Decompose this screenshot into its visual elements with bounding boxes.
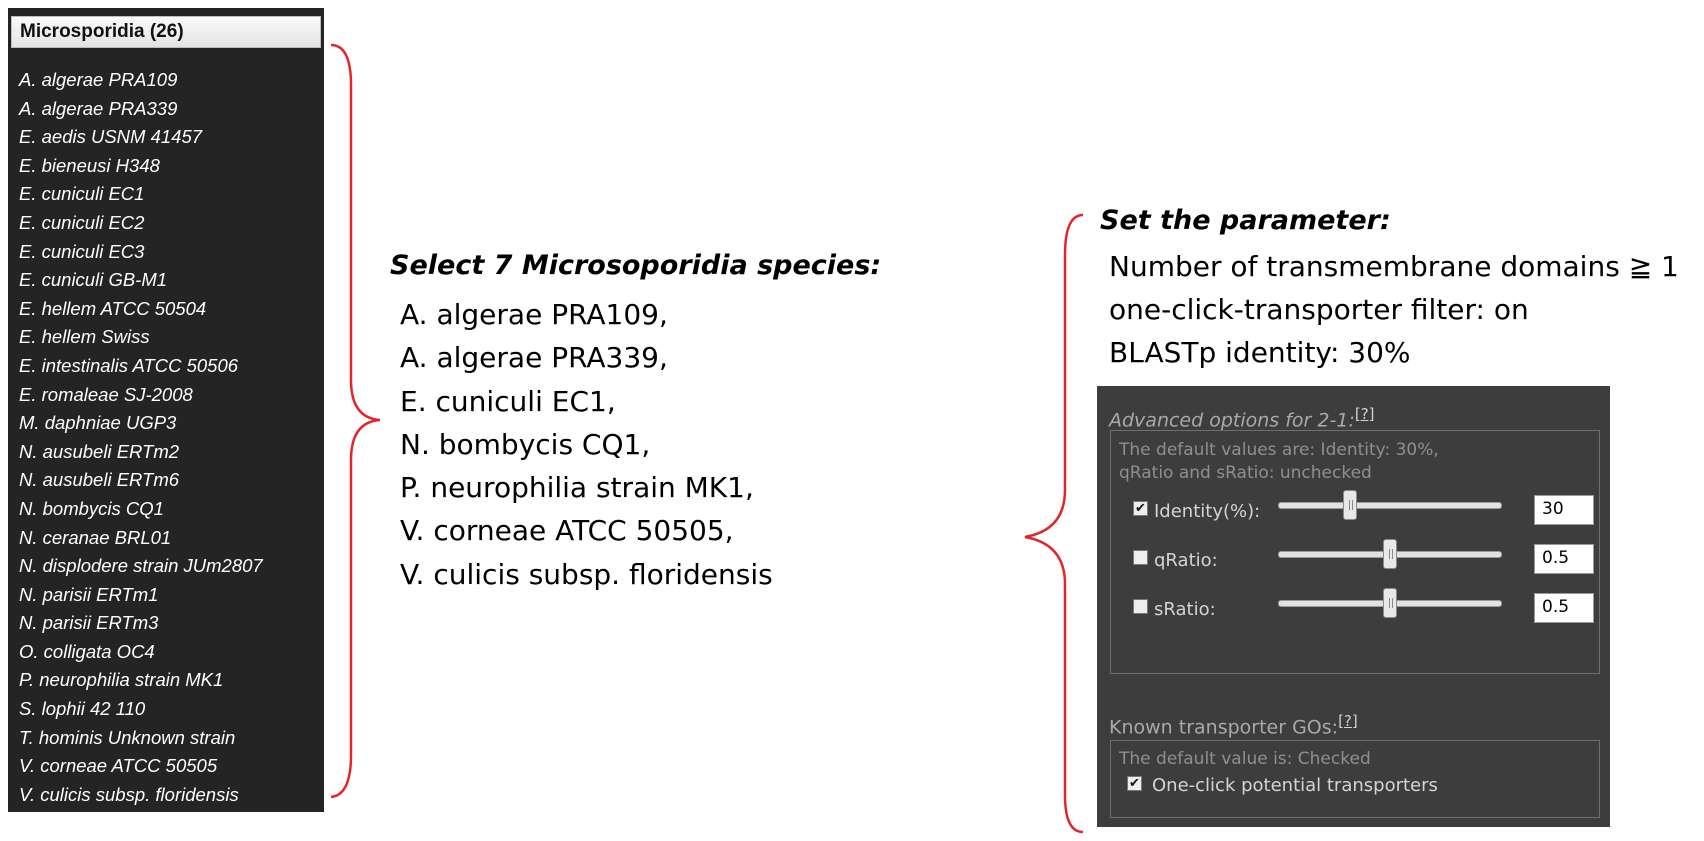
identity-label: Identity(%): [1154, 501, 1261, 522]
qratio-slider-handle[interactable] [1383, 539, 1397, 569]
sratio-label: sRatio: [1154, 599, 1216, 620]
species-item[interactable]: T. hominis Unknown strain [19, 726, 236, 748]
species-item[interactable]: E. romaleae SJ-2008 [19, 383, 193, 405]
species-item[interactable]: A. algerae PRA109 [19, 69, 178, 90]
species-item[interactable]: E. cuniculi EC2 [19, 211, 145, 233]
selected-species-item: V. culicis subsp. floridensis [400, 557, 773, 591]
species-item[interactable]: V. corneae ATCC 50505 [19, 755, 218, 777]
species-item[interactable]: N. bombycis CQ1 [19, 497, 164, 519]
selected-species-item: N. bombycis CQ1, [400, 427, 651, 461]
species-item[interactable]: O. colligata OC4 [19, 640, 155, 662]
selection-title: Select 7 Microsoporidia species: [390, 250, 882, 281]
species-item[interactable]: N. ausubeli ERTm6 [19, 469, 180, 491]
param-transporter-filter: one-click-transporter filter: on [1109, 293, 1529, 326]
defaults-note-line2: qRatio and sRatio: unchecked [1119, 463, 1372, 483]
known-transporter-default-note: The default value is: Checked [1119, 749, 1371, 769]
advanced-options-panel [1097, 386, 1610, 827]
species-item[interactable]: E. aedis USNM 41457 [19, 126, 203, 148]
species-item[interactable]: E. hellem ATCC 50504 [19, 297, 207, 319]
species-item[interactable]: N. ceranae BRL01 [19, 526, 172, 548]
species-list [19, 66, 263, 809]
parameter-title: Set the parameter: [1100, 205, 1391, 236]
known-transporter-title [1109, 711, 1358, 738]
species-item[interactable]: P. neurophilia strain MK1 [19, 669, 224, 691]
species-item[interactable]: V. culicis subsp. floridensis [19, 783, 239, 805]
species-item[interactable]: E. cuniculi EC3 [19, 240, 145, 262]
qratio-label: qRatio: [1154, 550, 1218, 571]
sratio-checkbox[interactable] [1133, 599, 1148, 614]
defaults-note-line1: The default values are: Identity: 30%, [1119, 440, 1439, 460]
species-item[interactable]: N. parisii ERTm1 [19, 583, 159, 605]
identity-slider-handle[interactable] [1343, 490, 1357, 520]
selected-species-item: P. neurophilia strain MK1, [400, 471, 754, 505]
param-transmembrane: Number of transmembrane domains ≧ 1 [1109, 250, 1679, 283]
identity-value-input[interactable]: 30 [1534, 495, 1594, 525]
selected-species-item: E. cuniculi EC1, [400, 384, 616, 418]
qratio-value-input[interactable]: 0.5 [1534, 544, 1594, 574]
species-item[interactable]: N. parisii ERTm3 [19, 612, 159, 634]
species-item[interactable]: E. cuniculi GB-M1 [19, 269, 168, 291]
one-click-transporter-checkbox[interactable]: ✔ [1127, 776, 1142, 791]
one-click-transporter-label: One-click potential transporters [1152, 775, 1438, 796]
species-item[interactable]: M. daphniae UGP3 [19, 412, 177, 434]
species-group-header[interactable]: Microsporidia (26) [11, 16, 321, 48]
selected-species-item: V. corneae ATCC 50505, [400, 514, 734, 548]
species-panel [8, 8, 324, 812]
species-item[interactable]: E. cuniculi EC1 [19, 183, 145, 205]
known-transporter-label: Known transporter GOs: [1109, 716, 1339, 739]
species-item[interactable]: S. lophii 42 110 [19, 698, 146, 720]
species-item[interactable]: A. algerae PRA339 [19, 97, 178, 119]
left-brace [320, 40, 390, 810]
known-transporter-help-link[interactable]: [?] [1338, 712, 1358, 730]
selected-species-list [400, 293, 773, 596]
advanced-options-help-link[interactable]: [?] [1354, 405, 1375, 423]
qratio-checkbox[interactable] [1133, 550, 1148, 565]
species-item[interactable]: N. displodere strain JUm2807 [19, 555, 263, 577]
selected-species-item: A. algerae PRA109, [400, 298, 668, 331]
param-blastp-identity: BLASTp identity: 30% [1109, 336, 1411, 369]
advanced-options-title [1109, 404, 1375, 431]
species-item[interactable]: E. hellem Swiss [19, 326, 150, 348]
known-transporter-fieldset [1110, 740, 1600, 818]
species-item[interactable]: E. bieneusi H348 [19, 154, 160, 176]
species-item[interactable]: E. intestinalis ATCC 50506 [19, 354, 239, 376]
identity-slider-track[interactable] [1278, 502, 1502, 509]
right-brace [1020, 210, 1090, 835]
advanced-options-label: Advanced options for 2-1: [1109, 409, 1355, 432]
selected-species-item: A. algerae PRA339, [400, 341, 668, 375]
sratio-value-input[interactable]: 0.5 [1534, 593, 1594, 623]
sratio-slider-handle[interactable] [1383, 588, 1397, 618]
identity-checkbox[interactable]: ✔ [1133, 501, 1148, 516]
advanced-options-fieldset [1110, 430, 1600, 674]
species-item[interactable]: N. ausubeli ERTm2 [19, 440, 180, 462]
